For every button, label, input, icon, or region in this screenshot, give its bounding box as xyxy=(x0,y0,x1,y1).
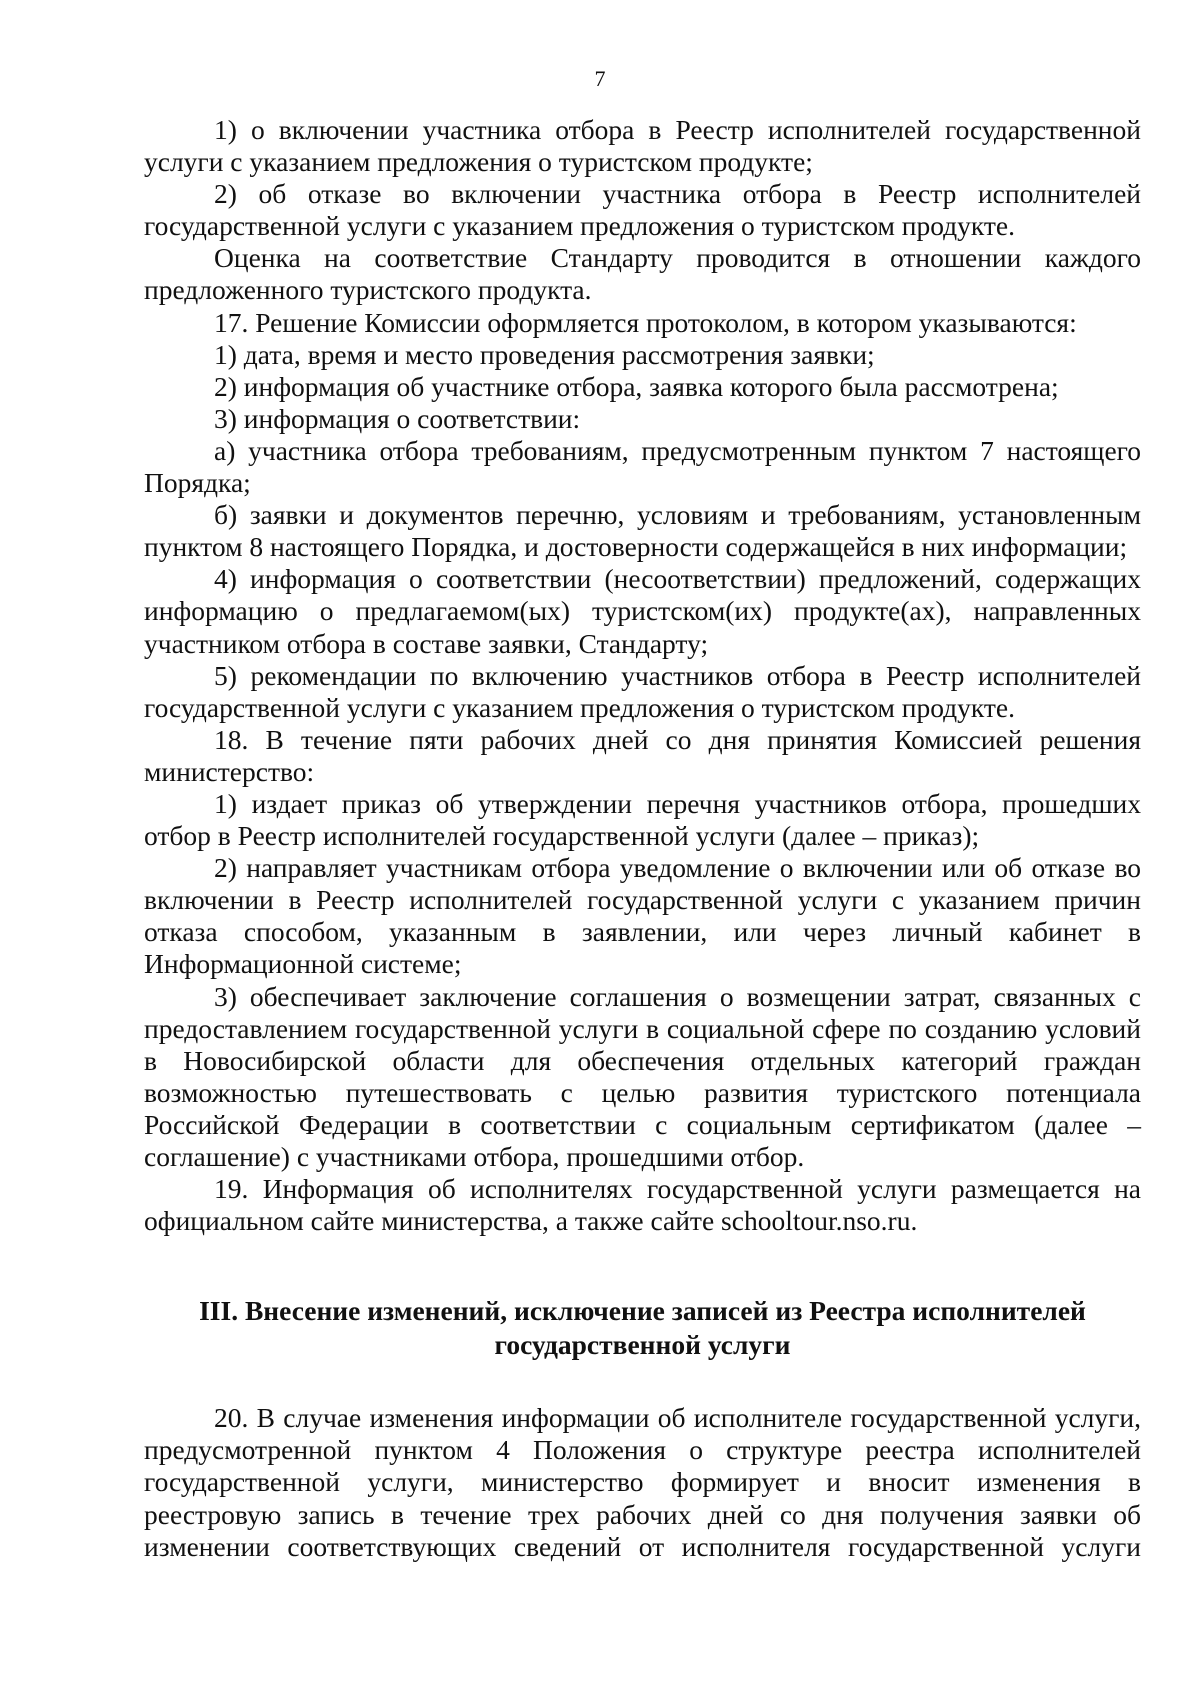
paragraph-17-item-3a: а) участника отбора требованиям, предусмотренным пунктом 7 настоящего Порядка; xyxy=(144,434,1141,499)
paragraph-18-item-3: 3) обеспечивает заключение соглашения о возмещении затрат, связанных с предоставлением государственной услуги в социальной сфере по созданию условий в Новосибирской области для обеспечения отдельных категорий граждан возможностью путешествовать с целью развития туристского потенциала Российской Федерации в соответствии с социальным сертификатом (далее – соглашение) с участниками отбора, прошедшими отбор. xyxy=(144,980,1141,1172)
paragraph-17-item-4: 4) информация о соответствии (несоответствии) предложений, содержащих информацию о предлагаемом(ых) туристском(их) продукте(ах), направленных участником отбора в составе заявки, Стандарту; xyxy=(144,563,1141,659)
paragraph-17-item-3: 3) информация о соответствии: xyxy=(214,402,581,434)
section-heading xyxy=(144,1294,1141,1362)
paragraph-20: 20. В случае изменения информации об исполнителе государственной услуги, предусмотренной пунктом 4 Положения о структуре реестра исполнителей государственной услуги, министерство формирует и вносит изменения в реестровую запись в течение трех рабочих дней со дня получения заявки об изменении соответствующих сведений от исполнителя государственной услуги xyxy=(144,1402,1141,1562)
document-body xyxy=(144,114,1141,1563)
paragraph-17-item-5: 5) рекомендации по включению участников отбора в Реестр исполнителей государственной услуги с указанием предложения о туристском продукте. xyxy=(144,659,1141,723)
paragraph-18-item-1: 1) издает приказ об утверждении перечня участников отбора, прошедших отбор в Реестр исполнителей государственной услуги (далее – приказ); xyxy=(144,787,1141,852)
paragraph-17: 17. Решение Комиссии оформляется протоколом, в котором указываются: xyxy=(214,306,1077,338)
paragraph-item-2-refusal: 2) об отказе во включении участника отбора в Реестр исполнителей государственной услуги с указанием предложения о туристском продукте. xyxy=(144,178,1141,242)
paragraph-17-item-2: 2) информация об участнике отбора, заявка которого была рассмотрена; xyxy=(214,370,1059,402)
section-heading-line-1: III. Внесение изменений, исключение записей из Реестра исполнителей xyxy=(199,1295,1086,1327)
paragraph-18-item-2: 2) направляет участникам отбора уведомление о включении или об отказе во включении в Реестр исполнителей государственной услуги с указанием причин отказа способом, указанным в заявлении, или через личный кабинет в Информационной системе; xyxy=(144,852,1141,980)
page-number: 7 xyxy=(594,66,606,91)
paragraph-18: 18. В течение пяти рабочих дней со дня принятия Комиссией решения министерство: xyxy=(144,723,1141,787)
paragraph-17-item-3b: б) заявки и документов перечню, условиям и требованиям, установленным пунктом 8 настоящего Порядка, и достоверности содержащейся в них информации; xyxy=(144,499,1141,563)
paragraph-item-1-inclusion: 1) о включении участника отбора в Реестр исполнителей государственной услуги с указанием предложения о туристском продукте; xyxy=(144,114,1141,178)
paragraph-17-item-1: 1) дата, время и место проведения рассмотрения заявки; xyxy=(214,338,875,370)
section-heading-line-2: государственной услуги xyxy=(494,1329,791,1361)
paragraph-standard-assessment: Оценка на соответствие Стандарту проводится в отношении каждого предложенного туристского продукта. xyxy=(144,242,1141,306)
paragraph-19: 19. Информация об исполнителях государственной услуги размещается на официальном сайте министерства, а также сайте schooltour.nso.ru. xyxy=(144,1173,1141,1237)
